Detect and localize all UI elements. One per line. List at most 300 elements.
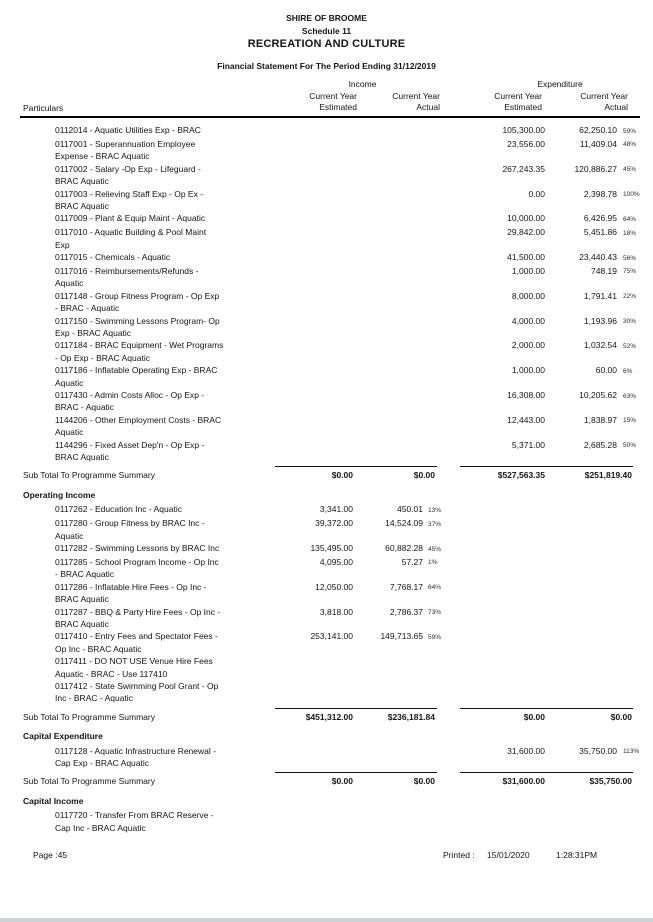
income-actual-value — [357, 655, 423, 680]
expenditure-percent-value — [618, 680, 640, 705]
expenditure-percent-value — [618, 581, 640, 606]
particulars-line: 0117262 - Education Inc - Aquatic — [55, 504, 182, 515]
particulars-line: 0117720 - Transfer From BRAC Reserve - — [55, 810, 214, 821]
particulars-line: BRAC Aquatic — [55, 594, 109, 605]
row-particulars — [20, 188, 275, 213]
row-particulars — [20, 517, 275, 542]
subtotal-income-estimated: $451,312.00 — [305, 711, 353, 722]
particulars-line: Aquatic - BRAC - Use 117410 — [55, 668, 168, 679]
particulars-line: Op Inc - BRAC Aquatic — [55, 643, 142, 654]
expenditure-estimated-value: 16,308.00 — [507, 390, 545, 401]
particulars-line: Aquatic — [55, 278, 84, 289]
particulars-line: Cap Inc - BRAC Aquatic — [55, 822, 146, 833]
income-percent-value: 45% — [428, 545, 442, 553]
expenditure-percent-value: 6% — [623, 367, 633, 375]
particulars-line: - BRAC Aquatic — [55, 569, 115, 580]
particulars-line: Aquatic — [55, 377, 84, 388]
table-row — [20, 680, 640, 705]
table-row — [20, 809, 640, 834]
subtotal-expenditure-estimated: $527,563.35 — [497, 470, 545, 481]
table-row — [20, 389, 640, 414]
particulars-line: 0117016 - Reimbursements/Refunds - — [55, 265, 199, 276]
section-title: Capital Income — [23, 795, 84, 806]
subtotal-income-actual: $0.00 — [413, 776, 435, 787]
income-actual-value — [357, 251, 423, 265]
income-actual-value — [357, 809, 423, 834]
income-actual-value — [357, 226, 423, 251]
subtotal-row — [20, 775, 640, 787]
income-estimated-value — [275, 212, 357, 226]
income-actual-value: 14,524.09 — [385, 518, 423, 529]
row-particulars — [20, 389, 275, 414]
particulars-line: 1144206 - Other Employment Costs - BRAC — [55, 414, 222, 425]
income-actual-value — [357, 163, 423, 188]
subtotal-expenditure-actual: $251,819.40 — [584, 470, 632, 481]
table-row — [20, 138, 640, 163]
expenditure-estimated-value: 105,300.00 — [502, 125, 545, 135]
expenditure-actual-value: 1,838.97 — [583, 414, 617, 425]
income-percent-value: 59% — [428, 633, 442, 641]
row-particulars — [20, 606, 275, 631]
programme-title: RECREATION AND CULTURE — [247, 38, 406, 50]
row-particulars — [20, 439, 275, 464]
expenditure-estimated-value — [450, 655, 545, 680]
income-percent-value — [423, 138, 450, 163]
table-row — [20, 556, 640, 581]
income-group-header: Income — [348, 79, 377, 89]
schedule-title: Schedule 11 — [301, 25, 352, 36]
subtotal-label: Sub Total To Programme Summary — [23, 470, 155, 481]
table-row — [20, 251, 640, 265]
income-actual-header: Actual — [416, 102, 440, 112]
table-row — [20, 517, 640, 542]
income-estimated-value — [275, 745, 357, 770]
subtotal-expenditure-actual: $0.00 — [610, 711, 632, 722]
row-particulars — [20, 745, 275, 770]
particulars-line: - Op Exp - BRAC Aquatic — [55, 352, 150, 363]
particulars-line: Inc - BRAC - Aquatic — [55, 693, 133, 704]
particulars-line: 0117410 - Entry Fees and Spectator Fees - — [55, 631, 218, 642]
particulars-line: BRAC - Aquatic — [55, 402, 115, 413]
income-percent-value — [423, 212, 450, 226]
statement-title: Financial Statement For The Period Ending 31/12/2019 — [217, 60, 436, 71]
expenditure-actual-value: 10,205.62 — [579, 390, 617, 401]
income-actual-value — [357, 339, 423, 364]
row-particulars — [20, 655, 275, 680]
table-body — [20, 124, 640, 834]
table-row — [20, 212, 640, 226]
income-percent-value — [423, 290, 450, 315]
income-percent-value — [423, 745, 450, 770]
subtotal-label: Sub Total To Programme Summary — [23, 776, 155, 787]
income-percent-value — [423, 315, 450, 340]
expenditure-actual-value: 1,193.96 — [583, 315, 617, 326]
particulars-line: 0117010 - Aquatic Building & Pool Maint — [55, 227, 207, 238]
table-row — [20, 414, 640, 439]
expenditure-estimated-value: 4,000.00 — [511, 315, 545, 326]
expenditure-group-header: Expenditure — [537, 79, 583, 89]
row-particulars — [20, 630, 275, 655]
income-percent-value — [423, 226, 450, 251]
subtotal-rule-row — [20, 466, 640, 468]
income-percent-value — [423, 124, 450, 138]
expenditure-percent-value: 22% — [623, 293, 637, 301]
expenditure-actual-value — [545, 517, 618, 542]
income-percent-value: 1% — [428, 559, 438, 567]
row-particulars — [20, 251, 275, 265]
page-bottom-edge — [0, 918, 653, 922]
expenditure-actual-value: 2,685.28 — [583, 439, 617, 450]
expenditure-estimated-value — [450, 503, 545, 517]
income-percent-value: 13% — [428, 506, 442, 514]
income-estimated-value — [275, 439, 357, 464]
income-actual-value — [357, 414, 423, 439]
income-estimated-value — [275, 290, 357, 315]
expenditure-subtotal-rule — [460, 466, 633, 468]
income-subtotal-rule — [275, 466, 437, 468]
expenditure-percent-value: 56% — [623, 254, 637, 262]
table-row — [20, 364, 640, 389]
income-estimated-value — [275, 226, 357, 251]
income-estimated-cy-header: Current Year — [309, 90, 357, 101]
income-percent-value — [423, 265, 450, 290]
expenditure-estimated-value: 10,000.00 — [507, 213, 545, 224]
expenditure-actual-value — [545, 556, 618, 581]
income-actual-value: 7,768.17 — [389, 581, 423, 592]
income-actual-value: 57.27 — [401, 556, 423, 567]
expenditure-actual-cy-header: Current Year — [580, 90, 628, 101]
particulars-line: BRAC Aquatic — [55, 618, 109, 629]
particulars-line: 0117186 - Inflatable Operating Exp - BRAC — [55, 365, 218, 376]
income-estimated-value: 12,050.00 — [315, 581, 353, 592]
expenditure-actual-value: 120,886.27 — [574, 163, 617, 174]
expenditure-percent-value — [618, 655, 640, 680]
income-percent-value — [423, 809, 450, 834]
expenditure-actual-value — [545, 655, 618, 680]
expenditure-percent-value: 75% — [623, 268, 637, 276]
particulars-header: Particulars — [23, 102, 64, 113]
table-row — [20, 542, 640, 556]
expenditure-actual-value — [545, 606, 618, 631]
income-estimated-value: 4,095.00 — [319, 556, 353, 567]
particulars-line: Cap Exp - BRAC Aquatic — [55, 758, 150, 768]
table-row — [20, 745, 640, 770]
particulars-line: 0117282 - Swimming Lessons by BRAC Inc — [55, 543, 220, 553]
expenditure-percent-value: 50% — [623, 442, 637, 450]
income-actual-value — [357, 315, 423, 340]
expenditure-subtotal-rule — [460, 708, 633, 710]
particulars-line: 0117015 - Chemicals - Aquatic — [55, 252, 171, 263]
income-estimated-value — [275, 655, 357, 680]
row-particulars — [20, 226, 275, 251]
particulars-line: 0117148 - Group Fitness Program - Op Exp — [55, 290, 220, 301]
income-actual-cy-header: Current Year — [392, 90, 440, 101]
subtotal-income-estimated: $0.00 — [331, 776, 353, 787]
particulars-line: Exp — [55, 239, 70, 250]
income-percent-value — [423, 251, 450, 265]
row-particulars — [20, 163, 275, 188]
income-actual-value — [357, 138, 423, 163]
expenditure-estimated-value: 41,500.00 — [507, 252, 545, 263]
expenditure-subtotal-rule — [460, 772, 633, 774]
expenditure-estimated-value: 12,443.00 — [507, 414, 545, 425]
table-row — [20, 503, 640, 517]
income-estimated-value: 135,495.00 — [310, 543, 353, 553]
income-actual-value — [357, 124, 423, 138]
particulars-line: 0112014 - Aquatic Utilities Exp - BRAC — [55, 125, 201, 135]
income-actual-value — [357, 745, 423, 770]
expenditure-estimated-value: 1,000.00 — [511, 365, 545, 376]
income-estimated-value — [275, 364, 357, 389]
income-subtotal-rule — [275, 772, 437, 774]
income-percent-value: 37% — [428, 520, 442, 528]
income-actual-value: 149,713.65 — [380, 631, 423, 642]
expenditure-percent-value — [618, 606, 640, 631]
row-particulars — [20, 556, 275, 581]
income-estimated-value: 39,372.00 — [315, 518, 353, 529]
particulars-line: Aquatic — [55, 530, 84, 541]
expenditure-actual-value: 23,440.43 — [579, 252, 617, 263]
income-estimated-value: 253,141.00 — [310, 631, 353, 642]
subtotal-row — [20, 711, 640, 723]
particulars-line: 0117128 - Aquatic Infrastructure Renewal - — [55, 745, 216, 756]
income-estimated-header: Estimated — [319, 102, 357, 112]
subtotal-income-actual: $0.00 — [413, 470, 435, 481]
row-particulars — [20, 138, 275, 163]
expenditure-estimated-value — [450, 581, 545, 606]
expenditure-percent-value: 48% — [623, 141, 637, 149]
expenditure-estimated-value — [450, 809, 545, 834]
expenditure-estimated-value: 8,000.00 — [511, 290, 545, 301]
table-row — [20, 290, 640, 315]
row-particulars — [20, 503, 275, 517]
expenditure-actual-value: 62,250.10 — [579, 125, 617, 135]
expenditure-estimated-header: Estimated — [504, 102, 542, 112]
expenditure-actual-value: 1,032.54 — [583, 340, 617, 351]
income-actual-value — [357, 290, 423, 315]
table-row — [20, 630, 640, 655]
expenditure-percent-value: 64% — [623, 215, 637, 223]
expenditure-percent-value: 18% — [623, 229, 637, 237]
income-actual-value — [357, 680, 423, 705]
particulars-line: 0117002 - Salary -Op Exp - Lifeguard - — [55, 163, 201, 174]
income-percent-value — [423, 339, 450, 364]
expenditure-percent-value: 45% — [623, 166, 637, 174]
particulars-line: 0117287 - BBQ & Party Hire Fees - Op Inc - — [55, 606, 221, 617]
table-row — [20, 226, 640, 251]
organisation-title: SHIRE OF BROOME — [286, 13, 367, 23]
expenditure-percent-value — [618, 517, 640, 542]
subtotal-row — [20, 469, 640, 481]
table-row — [20, 124, 640, 138]
row-particulars — [20, 542, 275, 556]
expenditure-actual-value — [545, 809, 618, 834]
table-row — [20, 188, 640, 213]
expenditure-actual-value: 2,398.78 — [583, 188, 617, 199]
particulars-line: 1144296 - Fixed Asset Dep'n - Op Exp - — [55, 439, 205, 450]
expenditure-percent-value: 100% — [623, 191, 640, 199]
income-actual-value — [357, 364, 423, 389]
particulars-line: Aquatic — [55, 427, 84, 438]
statement-table — [20, 79, 640, 834]
table-row — [20, 581, 640, 606]
income-percent-value — [423, 655, 450, 680]
income-estimated-value — [275, 315, 357, 340]
particulars-line: 0117003 - Relieving Staff Exp - Op Ex - — [55, 188, 204, 199]
page-number: Page :45 — [33, 850, 68, 860]
expenditure-estimated-value — [450, 542, 545, 556]
subtotal-rule-row — [20, 772, 640, 774]
column-header — [20, 79, 640, 114]
row-particulars — [20, 212, 275, 226]
expenditure-actual-value: 11,409.04 — [579, 138, 617, 149]
income-actual-value — [357, 265, 423, 290]
income-actual-value — [357, 439, 423, 464]
income-subtotal-rule — [275, 708, 437, 710]
table-row — [20, 606, 640, 631]
subtotal-expenditure-actual: $35,750.00 — [589, 776, 632, 787]
expenditure-percent-value: 59% — [623, 127, 637, 135]
expenditure-estimated-value — [450, 606, 545, 631]
expenditure-percent-value: 63% — [623, 392, 637, 400]
expenditure-estimated-value: 23,556.00 — [507, 138, 545, 149]
income-estimated-value: 3,341.00 — [319, 504, 353, 515]
particulars-line: Expense - BRAC Aquatic — [55, 151, 150, 162]
income-percent-value — [423, 364, 450, 389]
expenditure-estimated-value: 0.00 — [528, 188, 545, 199]
income-estimated-value — [275, 414, 357, 439]
particulars-line: BRAC Aquatic — [55, 176, 109, 187]
expenditure-estimated-value: 29,842.00 — [507, 227, 545, 238]
income-estimated-value — [275, 138, 357, 163]
particulars-line: 0117184 - BRAC Equipment - Wet Programs — [55, 340, 224, 351]
income-percent-value — [423, 188, 450, 213]
expenditure-percent-value — [618, 542, 640, 556]
row-particulars — [20, 581, 275, 606]
expenditure-estimated-value — [450, 556, 545, 581]
income-estimated-value — [275, 389, 357, 414]
table-row — [20, 163, 640, 188]
expenditure-actual-value — [545, 542, 618, 556]
particulars-line: Exp - BRAC Aquatic — [55, 328, 132, 338]
header-rule — [20, 116, 640, 118]
expenditure-actual-value — [545, 503, 618, 517]
row-particulars — [20, 809, 275, 834]
expenditure-actual-value: 35,750.00 — [579, 745, 617, 756]
row-particulars — [20, 364, 275, 389]
income-actual-value: 2,786.37 — [389, 606, 423, 617]
income-percent-value — [423, 163, 450, 188]
income-estimated-value — [275, 124, 357, 138]
income-estimated-value — [275, 251, 357, 265]
particulars-line: 0117412 - State Swimming Pool Grant - Op — [55, 680, 219, 691]
document-header — [0, 0, 653, 72]
row-particulars — [20, 680, 275, 705]
expenditure-estimated-value — [450, 680, 545, 705]
income-estimated-value — [275, 265, 357, 290]
income-percent-value: 64% — [428, 584, 442, 592]
table-row — [20, 265, 640, 290]
expenditure-estimated-value: 5,371.00 — [511, 439, 545, 450]
income-actual-value: 450.01 — [397, 504, 423, 515]
expenditure-estimated-value: 1,000.00 — [511, 265, 545, 276]
particulars-line: BRAC Aquatic — [55, 452, 109, 463]
income-percent-value — [423, 680, 450, 705]
expenditure-percent-value — [618, 630, 640, 655]
row-particulars — [20, 315, 275, 340]
row-particulars — [20, 414, 275, 439]
printed-label: Printed : — [443, 850, 475, 860]
expenditure-actual-value — [545, 581, 618, 606]
table-row — [20, 315, 640, 340]
expenditure-estimated-value — [450, 517, 545, 542]
expenditure-actual-value: 748.19 — [591, 265, 617, 276]
particulars-line: 0117280 - Group Fitness by BRAC Inc - — [55, 518, 205, 529]
expenditure-percent-value: 30% — [623, 318, 637, 326]
expenditure-estimated-value — [450, 630, 545, 655]
particulars-line: 0117285 - School Program Income - Op Inc — [55, 556, 219, 567]
expenditure-percent-value: 52% — [623, 342, 637, 350]
printed-date: 15/01/2020 — [487, 850, 530, 860]
expenditure-percent-value — [618, 503, 640, 517]
income-actual-value: 60,882.28 — [385, 543, 423, 553]
expenditure-estimated-cy-header: Current Year — [494, 90, 542, 101]
income-percent-value — [423, 439, 450, 464]
particulars-line: 0117009 - Plant & Equip Maint - Aquatic — [55, 213, 206, 224]
particulars-line: 0117411 - DO NOT USE Venue Hire Fees — [55, 656, 213, 667]
expenditure-percent-value — [618, 556, 640, 581]
expenditure-estimated-value: 2,000.00 — [511, 340, 545, 351]
subtotal-rule-row — [20, 708, 640, 710]
expenditure-actual-value: 5,451.86 — [583, 227, 617, 238]
income-estimated-value — [275, 339, 357, 364]
table-row — [20, 439, 640, 464]
particulars-line: 0117286 - Inflatable Hire Fees - Op Inc - — [55, 581, 207, 592]
particulars-line: - BRAC - Aquatic — [55, 303, 120, 314]
expenditure-actual-value: 60.00 — [595, 365, 617, 376]
income-actual-value — [357, 212, 423, 226]
subtotal-label: Sub Total To Programme Summary — [23, 711, 155, 722]
subtotal-expenditure-estimated: $31,600.00 — [502, 776, 545, 787]
expenditure-percent-value: 15% — [623, 417, 637, 425]
section-title: Operating Income — [23, 489, 96, 500]
expenditure-estimated-value: 267,243.35 — [502, 163, 545, 174]
subtotal-expenditure-estimated: $0.00 — [523, 711, 545, 722]
row-particulars — [20, 265, 275, 290]
expenditure-actual-value: 1,791.41 — [583, 290, 617, 301]
income-estimated-value — [275, 809, 357, 834]
table-row — [20, 655, 640, 680]
income-percent-value — [423, 414, 450, 439]
row-particulars — [20, 339, 275, 364]
expenditure-actual-value — [545, 630, 618, 655]
printed-time: 1:28:31PM — [556, 850, 598, 860]
subtotal-income-actual: $236,181.84 — [387, 711, 435, 722]
income-estimated-value — [275, 188, 357, 213]
income-actual-value — [357, 188, 423, 213]
subtotal-income-estimated: $0.00 — [331, 470, 353, 481]
particulars-line: 0117150 - Swimming Lessons Program- Op — [55, 315, 220, 326]
income-estimated-value — [275, 163, 357, 188]
income-percent-value — [423, 389, 450, 414]
expenditure-actual-value: 6,426.95 — [583, 213, 617, 224]
particulars-line: 0117430 - Admin Costs Alloc - Op Exp - — [55, 390, 205, 401]
income-percent-value: 73% — [428, 609, 442, 617]
section-title: Capital Expenditure — [23, 731, 103, 742]
income-estimated-value — [275, 680, 357, 705]
expenditure-actual-value — [545, 680, 618, 705]
table-row — [20, 339, 640, 364]
